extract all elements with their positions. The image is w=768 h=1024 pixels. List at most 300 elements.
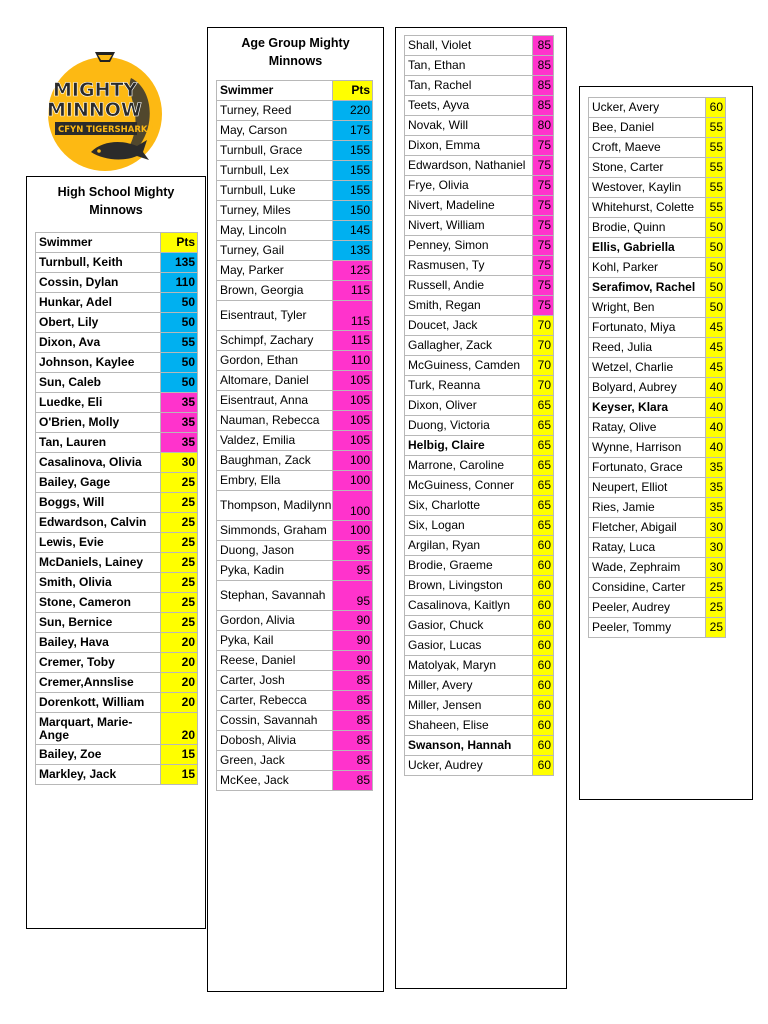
swimmer-points: 25 xyxy=(706,598,726,618)
swimmer-points: 85 xyxy=(533,56,554,76)
table-row xyxy=(405,136,554,156)
swimmer-name: Bolyard, Aubrey xyxy=(589,378,706,398)
swimmer-name: Westover, Kaylin xyxy=(589,178,706,198)
swimmer-points: 155 xyxy=(333,161,373,181)
table-row xyxy=(405,716,554,736)
table-row xyxy=(217,261,373,281)
swimmer-name: Nivert, Madeline xyxy=(405,196,533,216)
table-row xyxy=(217,331,373,351)
table-row xyxy=(217,751,373,771)
high-school-table xyxy=(35,232,198,785)
swimmer-points: 45 xyxy=(706,338,726,358)
swimmer-name: Eisentraut, Anna xyxy=(217,391,333,411)
swimmer-points: 50 xyxy=(706,258,726,278)
swimmer-points: 75 xyxy=(533,296,554,316)
table-row xyxy=(36,493,198,513)
swimmer-name: Thompson, Madilynn xyxy=(217,491,333,521)
table-row xyxy=(405,516,554,536)
table-row xyxy=(217,521,373,541)
swimmer-name: Keyser, Klara xyxy=(589,398,706,418)
swimmer-name: Turney, Gail xyxy=(217,241,333,261)
swimmer-points: 25 xyxy=(161,493,198,513)
swimmer-points: 50 xyxy=(161,313,198,333)
swimmer-name: Cremer,Annslise xyxy=(36,673,161,693)
swimmer-name: Edwardson, Calvin xyxy=(36,513,161,533)
header-swimmer: Swimmer xyxy=(217,81,333,101)
table-row xyxy=(217,631,373,651)
table-row xyxy=(405,256,554,276)
swimmer-name: Bailey, Zoe xyxy=(36,745,161,765)
swimmer-points: 35 xyxy=(706,498,726,518)
swimmer-name: Reed, Julia xyxy=(589,338,706,358)
swimmer-points: 60 xyxy=(533,736,554,756)
table-row xyxy=(405,56,554,76)
table-row xyxy=(405,676,554,696)
table-row xyxy=(405,376,554,396)
table-row xyxy=(405,416,554,436)
swimmer-points: 65 xyxy=(533,496,554,516)
table-row xyxy=(405,696,554,716)
high-school-panel xyxy=(26,176,206,929)
table-row xyxy=(405,356,554,376)
swimmer-points: 15 xyxy=(161,765,198,785)
swimmer-points: 25 xyxy=(706,618,726,638)
table-row xyxy=(589,218,726,238)
swimmer-points: 15 xyxy=(161,745,198,765)
swimmer-points: 55 xyxy=(706,178,726,198)
swimmer-name: Dixon, Emma xyxy=(405,136,533,156)
table-row xyxy=(36,633,198,653)
swimmer-name: Six, Logan xyxy=(405,516,533,536)
table-row xyxy=(36,653,198,673)
swimmer-points: 110 xyxy=(161,273,198,293)
swimmer-name: McGuiness, Conner xyxy=(405,476,533,496)
swimmer-name: Sun, Bernice xyxy=(36,613,161,633)
table-row xyxy=(36,673,198,693)
table-row xyxy=(217,651,373,671)
swimmer-points: 60 xyxy=(533,636,554,656)
swimmer-points: 135 xyxy=(161,253,198,273)
table-row xyxy=(405,496,554,516)
swimmer-points: 85 xyxy=(333,691,373,711)
swimmer-name: Penney, Simon xyxy=(405,236,533,256)
swimmer-name: Helbig, Claire xyxy=(405,436,533,456)
swimmer-name: Casalinova, Kaitlyn xyxy=(405,596,533,616)
swimmer-points: 50 xyxy=(706,278,726,298)
table-row xyxy=(36,473,198,493)
swimmer-name: Russell, Andie xyxy=(405,276,533,296)
swimmer-name: Gallagher, Zack xyxy=(405,336,533,356)
column3-table xyxy=(404,35,554,776)
swimmer-points: 75 xyxy=(533,156,554,176)
table-row xyxy=(589,338,726,358)
table-row xyxy=(36,413,198,433)
swimmer-points: 25 xyxy=(161,593,198,613)
swimmer-points: 125 xyxy=(333,261,373,281)
swimmer-points: 85 xyxy=(333,731,373,751)
swimmer-name: May, Lincoln xyxy=(217,221,333,241)
table-row xyxy=(405,36,554,56)
swimmer-points: 85 xyxy=(333,751,373,771)
table-row xyxy=(217,581,373,611)
table-row xyxy=(589,158,726,178)
table-row xyxy=(405,736,554,756)
table-row xyxy=(217,351,373,371)
swimmer-name: Smith, Regan xyxy=(405,296,533,316)
table-row xyxy=(217,141,373,161)
swimmer-points: 30 xyxy=(706,538,726,558)
swimmer-points: 65 xyxy=(533,396,554,416)
swimmer-points: 95 xyxy=(333,561,373,581)
swimmer-points: 70 xyxy=(533,336,554,356)
table-row xyxy=(405,276,554,296)
table-row xyxy=(36,573,198,593)
swimmer-points: 75 xyxy=(533,176,554,196)
swimmer-name: Boggs, Will xyxy=(36,493,161,513)
swimmer-points: 85 xyxy=(333,711,373,731)
swimmer-name: Stone, Cameron xyxy=(36,593,161,613)
swimmer-name: Brodie, Graeme xyxy=(405,556,533,576)
table-row xyxy=(217,671,373,691)
swimmer-name: Bailey, Gage xyxy=(36,473,161,493)
swimmer-name: Bailey, Hava xyxy=(36,633,161,653)
swimmer-name: Ratay, Luca xyxy=(589,538,706,558)
table-row xyxy=(405,216,554,236)
swimmer-name: Teets, Ayva xyxy=(405,96,533,116)
swimmer-points: 105 xyxy=(333,431,373,451)
table-row xyxy=(405,536,554,556)
table-row xyxy=(405,116,554,136)
table-header xyxy=(36,233,198,253)
table-row xyxy=(589,458,726,478)
swimmer-name: Fortunato, Grace xyxy=(589,458,706,478)
table-row xyxy=(589,578,726,598)
table-row xyxy=(405,636,554,656)
table-row xyxy=(217,301,373,331)
table-row xyxy=(36,453,198,473)
swimmer-points: 55 xyxy=(706,138,726,158)
table-row xyxy=(36,693,198,713)
table-row xyxy=(405,176,554,196)
swimmer-points: 40 xyxy=(706,438,726,458)
swimmer-name: Neupert, Elliot xyxy=(589,478,706,498)
swimmer-points: 65 xyxy=(533,516,554,536)
swimmer-name: Tan, Ethan xyxy=(405,56,533,76)
swimmer-name: Green, Jack xyxy=(217,751,333,771)
swimmer-points: 60 xyxy=(533,716,554,736)
swimmer-name: Ucker, Audrey xyxy=(405,756,533,776)
swimmer-name: Marquart, Marie-Ange xyxy=(36,713,161,745)
column4-panel xyxy=(579,86,753,800)
swimmer-points: 20 xyxy=(161,693,198,713)
swimmer-name: Turney, Miles xyxy=(217,201,333,221)
swimmer-name: Ries, Jamie xyxy=(589,498,706,518)
swimmer-name: Pyka, Kadin xyxy=(217,561,333,581)
table-row xyxy=(36,553,198,573)
swimmer-points: 40 xyxy=(706,398,726,418)
age-group-panel xyxy=(207,27,384,992)
column4-table xyxy=(588,97,726,638)
table-row xyxy=(36,533,198,553)
swimmer-name: Bee, Daniel xyxy=(589,118,706,138)
swimmer-points: 85 xyxy=(533,36,554,56)
table-row xyxy=(405,436,554,456)
swimmer-name: Cossin, Dylan xyxy=(36,273,161,293)
swimmer-name: Tan, Lauren xyxy=(36,433,161,453)
swimmer-points: 80 xyxy=(533,116,554,136)
swimmer-points: 35 xyxy=(161,433,198,453)
table-row xyxy=(36,745,198,765)
table-row xyxy=(217,181,373,201)
swimmer-name: Duong, Jason xyxy=(217,541,333,561)
swimmer-name: Edwardson, Nathaniel xyxy=(405,156,533,176)
swimmer-points: 75 xyxy=(533,276,554,296)
swimmer-points: 85 xyxy=(333,671,373,691)
swimmer-points: 25 xyxy=(161,473,198,493)
swimmer-name: Carter, Rebecca xyxy=(217,691,333,711)
swimmer-name: Markley, Jack xyxy=(36,765,161,785)
swimmer-name: Valdez, Emilia xyxy=(217,431,333,451)
swimmer-points: 220 xyxy=(333,101,373,121)
swimmer-name: Kohl, Parker xyxy=(589,258,706,278)
swimmer-name: Brodie, Quinn xyxy=(589,218,706,238)
table-row xyxy=(217,391,373,411)
swimmer-points: 105 xyxy=(333,371,373,391)
swimmer-points: 60 xyxy=(533,556,554,576)
table-row xyxy=(405,76,554,96)
table-row xyxy=(217,101,373,121)
table-row xyxy=(589,598,726,618)
swimmer-points: 75 xyxy=(533,256,554,276)
swimmer-name: Cremer, Toby xyxy=(36,653,161,673)
swimmer-points: 35 xyxy=(706,478,726,498)
swimmer-points: 50 xyxy=(161,373,198,393)
swimmer-name: Shaheen, Elise xyxy=(405,716,533,736)
table-row xyxy=(217,241,373,261)
swimmer-points: 25 xyxy=(706,578,726,598)
swimmer-points: 100 xyxy=(333,491,373,521)
table-row xyxy=(405,556,554,576)
swimmer-points: 25 xyxy=(161,613,198,633)
swimmer-name: Novak, Will xyxy=(405,116,533,136)
swimmer-points: 40 xyxy=(706,378,726,398)
swimmer-points: 20 xyxy=(161,673,198,693)
table-row xyxy=(217,161,373,181)
table-row xyxy=(589,258,726,278)
swimmer-points: 85 xyxy=(533,76,554,96)
table-row xyxy=(589,318,726,338)
swimmer-points: 90 xyxy=(333,631,373,651)
table-row xyxy=(36,433,198,453)
table-row xyxy=(217,491,373,521)
swimmer-name: Embry, Ella xyxy=(217,471,333,491)
swimmer-name: Sun, Caleb xyxy=(36,373,161,393)
table-row xyxy=(217,451,373,471)
swimmer-name: Hunkar, Adel xyxy=(36,293,161,313)
table-row xyxy=(589,138,726,158)
swimmer-points: 25 xyxy=(161,533,198,553)
swimmer-points: 95 xyxy=(333,541,373,561)
swimmer-points: 60 xyxy=(706,98,726,118)
swimmer-name: Peeler, Audrey xyxy=(589,598,706,618)
swimmer-points: 35 xyxy=(706,458,726,478)
table-row xyxy=(405,296,554,316)
table-row xyxy=(217,221,373,241)
swimmer-name: Miller, Jensen xyxy=(405,696,533,716)
table-row xyxy=(589,498,726,518)
swimmer-points: 20 xyxy=(161,633,198,653)
swimmer-name: Matolyak, Maryn xyxy=(405,656,533,676)
swimmer-name: Nivert, William xyxy=(405,216,533,236)
swimmer-name: Altomare, Daniel xyxy=(217,371,333,391)
swimmer-points: 60 xyxy=(533,576,554,596)
swimmer-name: Gordon, Ethan xyxy=(217,351,333,371)
swimmer-name: Brown, Georgia xyxy=(217,281,333,301)
swimmer-name: McKee, Jack xyxy=(217,771,333,791)
swimmer-points: 95 xyxy=(333,581,373,611)
swimmer-name: Dixon, Oliver xyxy=(405,396,533,416)
swimmer-name: Turk, Reanna xyxy=(405,376,533,396)
table-row xyxy=(405,576,554,596)
swimmer-name: Ratay, Olive xyxy=(589,418,706,438)
table-row xyxy=(36,373,198,393)
swimmer-name: Wetzel, Charlie xyxy=(589,358,706,378)
swimmer-points: 50 xyxy=(161,353,198,373)
swimmer-points: 50 xyxy=(706,298,726,318)
swimmer-points: 60 xyxy=(533,656,554,676)
swimmer-name: Brown, Livingston xyxy=(405,576,533,596)
swimmer-points: 35 xyxy=(161,413,198,433)
table-row xyxy=(36,293,198,313)
swimmer-points: 30 xyxy=(706,518,726,538)
high-school-title: High School Mighty Minnows xyxy=(57,185,175,217)
logo-line-minnow: MINNOW xyxy=(47,99,142,121)
swimmer-points: 50 xyxy=(161,293,198,313)
swimmer-points: 70 xyxy=(533,376,554,396)
swimmer-name: Dixon, Ava xyxy=(36,333,161,353)
swimmer-name: Ucker, Avery xyxy=(589,98,706,118)
swimmer-points: 60 xyxy=(533,536,554,556)
swimmer-name: Nauman, Rebecca xyxy=(217,411,333,431)
table-row xyxy=(217,711,373,731)
swimmer-name: Croft, Maeve xyxy=(589,138,706,158)
swimmer-points: 60 xyxy=(533,616,554,636)
table-row xyxy=(589,478,726,498)
swimmer-name: Turnbull, Lex xyxy=(217,161,333,181)
table-row xyxy=(405,596,554,616)
table-row xyxy=(589,518,726,538)
table-row xyxy=(405,336,554,356)
swimmer-points: 50 xyxy=(706,218,726,238)
swimmer-name: May, Parker xyxy=(217,261,333,281)
swimmer-points: 100 xyxy=(333,521,373,541)
swimmer-name: Luedke, Eli xyxy=(36,393,161,413)
table-row xyxy=(217,411,373,431)
swimmer-points: 90 xyxy=(333,611,373,631)
table-row xyxy=(217,691,373,711)
swimmer-points: 40 xyxy=(706,418,726,438)
table-row xyxy=(217,731,373,751)
swimmer-name: Pyka, Kail xyxy=(217,631,333,651)
swimmer-points: 90 xyxy=(333,651,373,671)
swimmer-points: 75 xyxy=(533,216,554,236)
swimmer-points: 70 xyxy=(533,316,554,336)
swimmer-points: 65 xyxy=(533,416,554,436)
table-row xyxy=(36,313,198,333)
table-row xyxy=(405,316,554,336)
table-row xyxy=(589,178,726,198)
table-row xyxy=(589,398,726,418)
swimmer-points: 65 xyxy=(533,476,554,496)
swimmer-name: McDaniels, Lainey xyxy=(36,553,161,573)
swimmer-name: Gasior, Lucas xyxy=(405,636,533,656)
logo-line-mighty: MIGHTY xyxy=(53,79,138,101)
age-group-table xyxy=(216,80,373,791)
swimmer-name: Turnbull, Grace xyxy=(217,141,333,161)
swimmer-points: 45 xyxy=(706,318,726,338)
swimmer-points: 45 xyxy=(706,358,726,378)
swimmer-name: May, Carson xyxy=(217,121,333,141)
swimmer-name: Serafimov, Rachel xyxy=(589,278,706,298)
swimmer-name: Turnbull, Luke xyxy=(217,181,333,201)
table-row xyxy=(217,541,373,561)
table-row xyxy=(405,236,554,256)
swimmer-name: Fortunato, Miya xyxy=(589,318,706,338)
table-row xyxy=(217,201,373,221)
swimmer-name: Wright, Ben xyxy=(589,298,706,318)
swimmer-points: 100 xyxy=(333,471,373,491)
swimmer-points: 65 xyxy=(533,456,554,476)
swimmer-name: Schimpf, Zachary xyxy=(217,331,333,351)
logo-line-club: CFYN TIGERSHARKS xyxy=(58,125,154,135)
swimmer-points: 60 xyxy=(533,596,554,616)
table-row xyxy=(405,476,554,496)
swimmer-name: Cossin, Savannah xyxy=(217,711,333,731)
swimmer-points: 155 xyxy=(333,141,373,161)
swimmer-name: Johnson, Kaylee xyxy=(36,353,161,373)
swimmer-name: Marrone, Caroline xyxy=(405,456,533,476)
swimmer-name: Turnbull, Keith xyxy=(36,253,161,273)
swimmer-points: 30 xyxy=(706,558,726,578)
table-row xyxy=(217,281,373,301)
table-row xyxy=(36,353,198,373)
table-row xyxy=(589,378,726,398)
swimmer-points: 145 xyxy=(333,221,373,241)
table-row xyxy=(589,98,726,118)
table-row xyxy=(405,456,554,476)
swimmer-name: Gasior, Chuck xyxy=(405,616,533,636)
swimmer-name: Dobosh, Alivia xyxy=(217,731,333,751)
swimmer-points: 60 xyxy=(533,696,554,716)
swimmer-points: 135 xyxy=(333,241,373,261)
table-row xyxy=(217,371,373,391)
swimmer-points: 35 xyxy=(161,393,198,413)
table-row xyxy=(589,438,726,458)
swimmer-name: Peeler, Tommy xyxy=(589,618,706,638)
swimmer-points: 155 xyxy=(333,181,373,201)
swimmer-points: 85 xyxy=(533,96,554,116)
table-row xyxy=(217,611,373,631)
table-row xyxy=(217,561,373,581)
swimmer-points: 105 xyxy=(333,391,373,411)
swimmer-points: 110 xyxy=(333,351,373,371)
swimmer-points: 175 xyxy=(333,121,373,141)
swimmer-name: Smith, Olivia xyxy=(36,573,161,593)
table-row xyxy=(405,196,554,216)
table-row xyxy=(405,156,554,176)
table-row xyxy=(36,273,198,293)
swimmer-name: Gordon, Alivia xyxy=(217,611,333,631)
